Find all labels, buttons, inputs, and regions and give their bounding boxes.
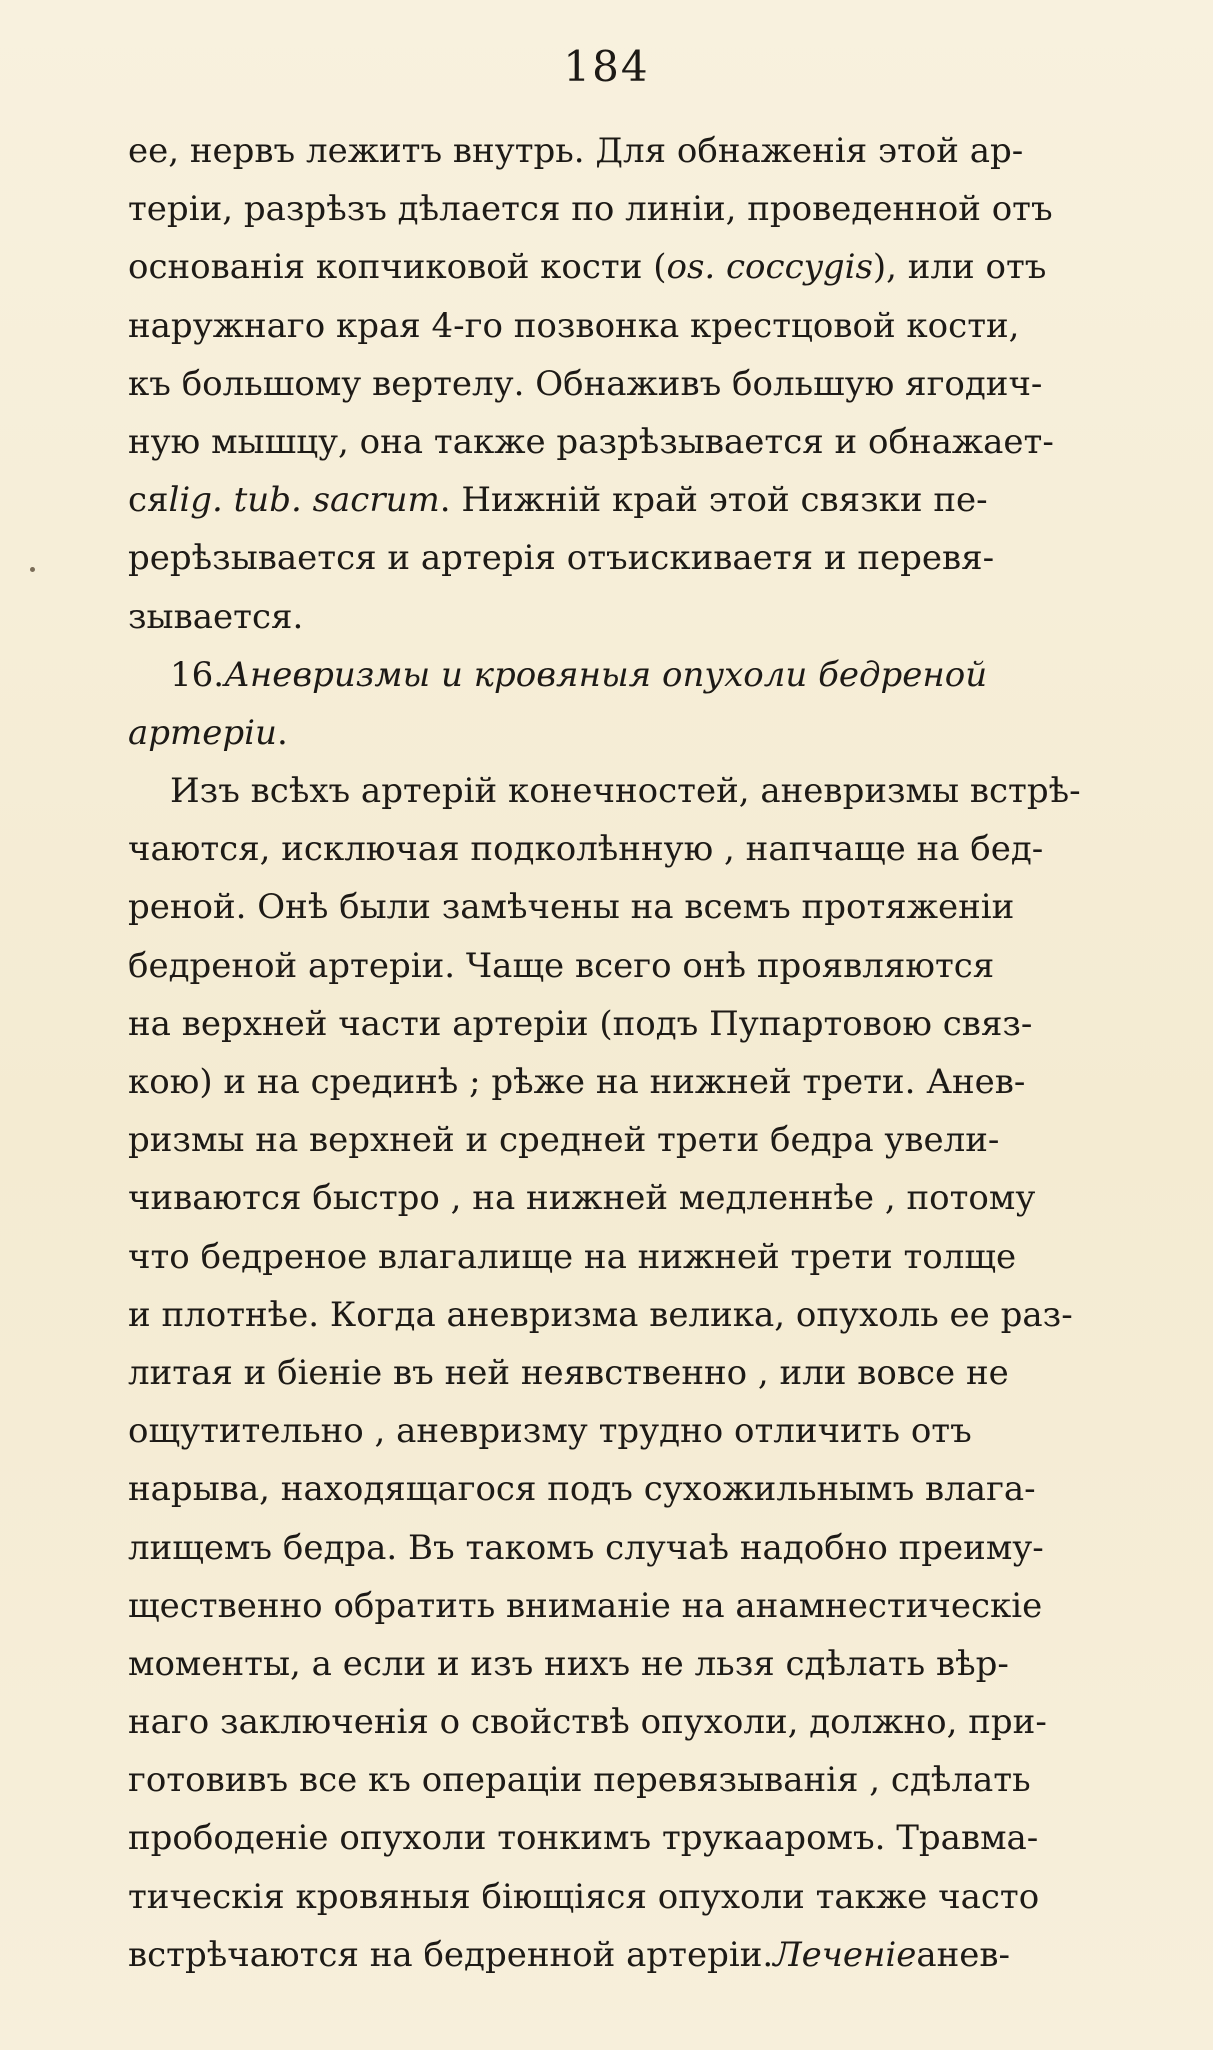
text-line: чаются, исключая подколѣнную , напчаще на бед-	[128, 829, 1044, 870]
text-line: на верхней части артеріи (подъ Пупартовою связ-	[128, 1003, 1033, 1044]
text-line: ее, нервъ лежитъ внутрь. Для обнаженія этой ар-	[128, 131, 1024, 171]
text-line: и плотнѣе. Когда аневризма велика, опухоль ее раз-	[128, 1294, 1073, 1335]
margin-ink-dot	[30, 567, 35, 572]
text-line: чиваются быстро , на нижней медленнѣе , потому	[128, 1178, 1036, 1219]
text-line: ную мышцу, она также разрѣзывается и обнажает-	[128, 421, 1054, 462]
text-line: кою) и на срединѣ ; рѣже на нижней трети. Анев-	[128, 1062, 1026, 1102]
text-line: къ большому вертелу. Обнаживъ большую ягодич-	[128, 363, 1043, 404]
section-heading: 16.Аневризмы и кровяныя опухоли бедреной	[170, 654, 988, 695]
text-line: основанія копчиковой кости (os. coccygis), или отъ	[128, 247, 1047, 288]
text-line: нарыва, находящагося подъ сухожильнымъ влага-	[128, 1469, 1036, 1510]
text-line: щественно обратить вниманіе на анамнестическіе	[128, 1585, 1043, 1626]
text-line: наружнаго края 4-го позвонка крестцовой кости,	[128, 305, 1020, 346]
section-heading-line: артеріи.	[128, 712, 288, 753]
text-line: наго заключенія о свойствѣ опухоли, должно, при-	[128, 1702, 1047, 1743]
page-number: 184	[563, 42, 650, 91]
text-line: что бедреное влагалище на нижней трети толще	[128, 1236, 1017, 1277]
text-line: прободеніе опухоли тонкимъ трукааромъ. Травма-	[128, 1818, 1039, 1859]
text-line: сяlig. tub. sacrum. Нижній край этой связки пе-	[128, 480, 988, 521]
text-line: моменты, а если и изъ нихъ не льзя сдѣлать вѣр-	[128, 1643, 1009, 1684]
text-line: лищемъ бедра. Въ такомъ случаѣ надобно преиму-	[128, 1527, 1044, 1568]
text-line: готовивъ все къ операціи перевязыванія , сдѣлать	[128, 1760, 1031, 1801]
text-line: рерѣзывается и артерія отъискиваетя и перевя-	[128, 538, 995, 579]
text-line: бедреной артеріи. Чаще всего онѣ проявляются	[128, 945, 995, 986]
text-line: ощутительно , аневризму трудно отличить отъ	[128, 1411, 972, 1452]
text-line: встрѣчаются на бедренной артеріи.Леченіеанев-	[128, 1934, 1011, 1975]
text-line: реной. Онѣ были замѣчены на всемъ протяженіи	[128, 887, 1015, 928]
page-text	[128, 122, 1168, 1984]
text-line: зывается.	[128, 596, 304, 637]
text-line: ризмы на верхней и средней трети бедра увели-	[128, 1120, 1000, 1161]
paragraph-first-line: Изъ всѣхъ артерій конечностей, аневризмы встрѣ-	[170, 771, 1081, 812]
text-line: тическія кровяныя біющіяся опухоли также часто	[128, 1876, 1040, 1917]
text-line: теріи, разрѣзъ дѣлается по линіи, проведенной отъ	[128, 189, 1053, 230]
text-line: литая и біеніе въ ней неявственно , или вовсе не	[128, 1352, 1009, 1393]
